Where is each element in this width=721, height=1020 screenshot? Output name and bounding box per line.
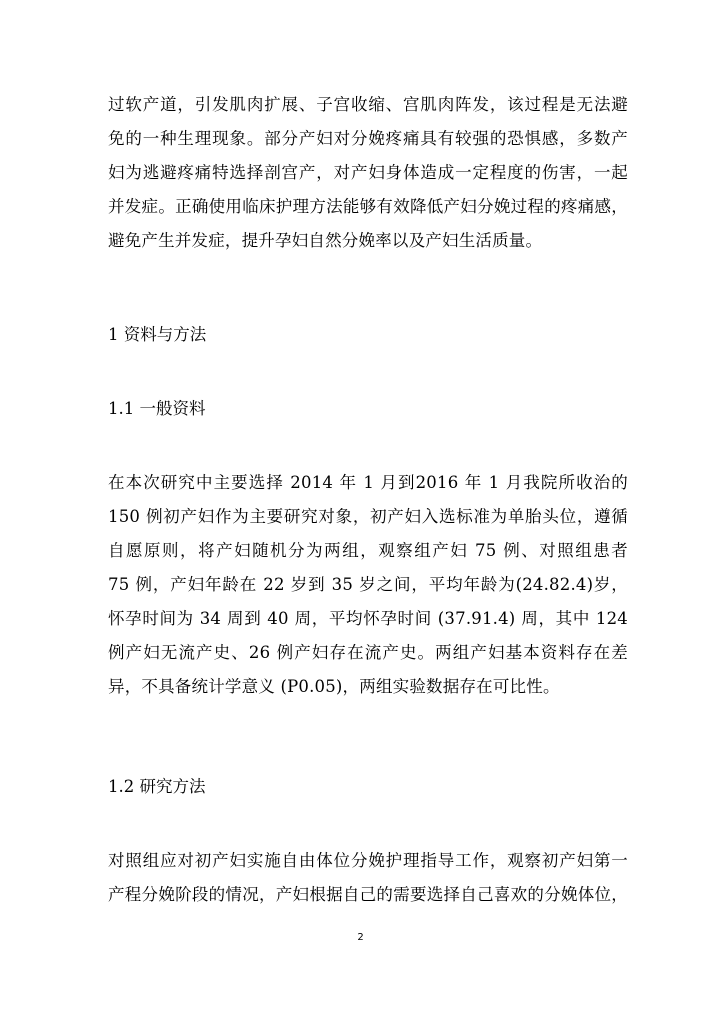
paragraph-line: 妇为逃避疼痛特选择剖宫产，对产妇身体造成一定程度的伤害，一起 — [108, 163, 628, 182]
paragraph-line: 150 例初产妇作为主要研究对象，初产妇入选标准为单胎头位，遵循 — [108, 507, 628, 526]
paragraph-line: 过软产道，引发肌肉扩展、子宫收缩、宫肌肉阵发，该过程是无法避 — [108, 95, 628, 114]
paragraph-line: 异，不具备统计学意义 (P0.05)，两组实验数据存在可比性。 — [108, 677, 560, 696]
intro-paragraph — [108, 88, 628, 258]
general-data-paragraph — [108, 466, 628, 704]
paragraph-line: 避免产生并发症，提升孕妇自然分娩率以及产妇生活质量。 — [108, 231, 543, 250]
paragraph-line: 75 例，产妇年龄在 22 岁到 35 岁之间，平均年龄为(24.82.4)岁， — [108, 575, 628, 594]
section-heading-1: 1 资料与方法 — [108, 325, 207, 344]
paragraph-line: 并发症。正确使用临床护理方法能够有效降低产妇分娩过程的疼痛感， — [108, 197, 628, 216]
paragraph-line: 在本次研究中主要选择 2014 年 1 月到2016 年 1 月我院所收治的 — [108, 473, 628, 492]
paragraph-line: 例产妇无流产史、26 例产妇存在流产史。两组产妇基本资料存在差 — [108, 643, 628, 662]
paragraph-line: 产程分娩阶段的情况，产妇根据自己的需要选择自己喜欢的分娩体位， — [108, 885, 628, 904]
paragraph-line: 自愿原则，将产妇随机分为两组，观察组产妇 75 例、对照组患者 — [108, 541, 628, 560]
page-number: 2 — [357, 932, 364, 943]
method-paragraph — [108, 844, 628, 912]
section-heading-1-2: 1.2 研究方法 — [108, 777, 206, 796]
paragraph-line: 免的一种生理现象。部分产妇对分娩疼痛具有较强的恐惧感，多数产 — [108, 129, 628, 148]
paragraph-line: 对照组应对初产妇实施自由体位分娩护理指导工作，观察初产妇第一 — [108, 851, 628, 870]
section-heading-1-1: 1.1 一般资料 — [108, 399, 206, 418]
paragraph-line: 怀孕时间为 34 周到 40 周，平均怀孕时间 (37.91.4) 周，其中 124 — [108, 609, 628, 628]
